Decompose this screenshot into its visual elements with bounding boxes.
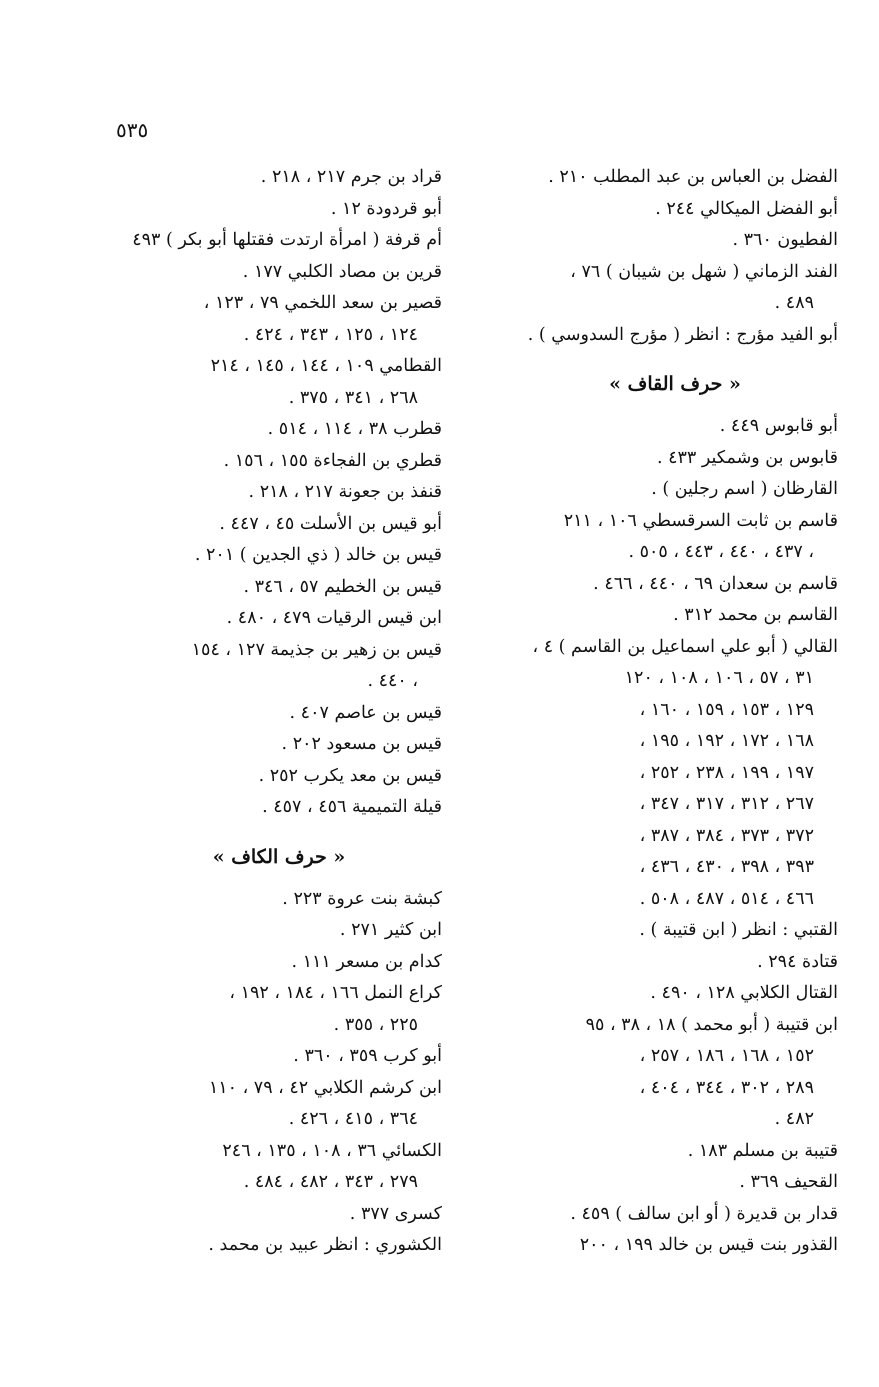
index-entry: أبو قابوس ٤٤٩ . — [719, 416, 838, 436]
index-entry-continuation: ١٢٤ ، ١٢٥ ، ٣٤٣ ، ٤٢٤ . — [243, 324, 418, 345]
index-entry: قرين بن مصاد الكلبي ١٧٧ . — [242, 261, 442, 282]
index-entry: ابن كرشم الكلابي ٤٢ ، ٧٩ ، ١١٠ — [208, 1077, 442, 1098]
index-entry: قيس بن عاصم ٤٠٧ . — [289, 702, 442, 723]
index-entry: كراع النمل ١٦٦ ، ١٨٤ ، ١٩٢ ، — [229, 983, 442, 1003]
index-entry-continuation: ٢٦٨ ، ٣٤١ ، ٣٧٥ . — [288, 387, 418, 408]
index-entry: القتال الكلابي ١٢٨ ، ٤٩٠ . — [650, 983, 838, 1003]
index-column-right — [512, 162, 838, 1262]
index-entry: القالي ( أبو علي اسماعيل بن القاسم ) ٤ ، — [532, 636, 838, 657]
index-entry: ابن كثير ٢٧١ . — [339, 920, 442, 940]
index-entry-continuation: ٣٧٢ ، ٣٧٣ ، ٣٨٤ ، ٣٨٧ ، — [639, 825, 814, 846]
index-entry: قصير بن سعد اللخمي ٧٩ ، ١٢٣ ، — [203, 293, 442, 313]
index-entry: قيس بن الخطيم ٥٧ ، ٣٤٦ . — [243, 576, 442, 597]
index-entry: قيس بن زهير بن جذيمة ١٢٧ ، ١٥٤ — [191, 639, 442, 660]
index-entry: القاسم بن محمد ٣١٢ . — [673, 605, 838, 625]
index-entry-continuation: ٢٦٧ ، ٣١٢ ، ٣١٧ ، ٣٤٧ ، — [639, 794, 814, 814]
index-entry: الفضل بن العباس بن عبد المطلب ٢١٠ . — [548, 167, 838, 187]
index-entry: قيلة التميمية ٤٥٦ ، ٤٥٧ . — [262, 797, 442, 817]
index-entry: أبو كرب ٣٥٩ ، ٣٦٠ . — [293, 1046, 442, 1066]
index-entry-continuation: ٤٨٩ . — [774, 293, 814, 313]
index-entry: قاسم بن سعدان ٦٩ ، ٤٤٠ ، ٤٦٦ . — [593, 573, 838, 594]
index-entry: أبو قردودة ١٢ . — [330, 198, 442, 219]
index-entry: ابن قيس الرقيات ٤٧٩ ، ٤٨٠ . — [226, 608, 442, 628]
index-entry: كدام بن مسعر ١١١ . — [291, 951, 442, 972]
index-entry: قدار بن قديرة ( أو ابن سالف ) ٤٥٩ . — [570, 1203, 838, 1224]
index-entry: القطامي ١٠٩ ، ١٤٤ ، ١٤٥ ، ٢١٤ — [210, 356, 442, 376]
index-entry: الفطيون ٣٦٠ . — [732, 230, 838, 250]
index-entry-continuation: ، ٤٣٧ ، ٤٤٠ ، ٤٤٣ ، ٥٠٥ . — [628, 542, 814, 562]
index-entry-continuation: ٣٦٤ ، ٤١٥ ، ٤٢٦ . — [288, 1109, 418, 1129]
index-entry: قيس بن خالد ( ذي الجدين ) ٢٠١ . — [194, 545, 442, 565]
index-entry: أبو قيس بن الأسلت ٤٥ ، ٤٤٧ . — [219, 513, 442, 534]
index-entry: القحيف ٣٦٩ . — [739, 1172, 838, 1192]
index-entry-continuation: ٢٨٩ ، ٣٠٢ ، ٣٤٤ ، ٤٠٤ ، — [639, 1077, 814, 1098]
index-entry: أبو الفيد مؤرج : انظر ( مؤرج السدوسي ) . — [527, 324, 838, 345]
index-entry-continuation: ١٦٨ ، ١٧٢ ، ١٩٢ ، ١٩٥ ، — [639, 731, 814, 751]
index-entry: القذور بنت قيس بن خالد ١٩٩ ، ٢٠٠ — [579, 1235, 838, 1255]
index-entry-continuation: ٢٧٩ ، ٣٤٣ ، ٤٨٢ ، ٤٨٤ . — [243, 1172, 418, 1192]
index-column-left — [116, 162, 442, 1262]
index-entry: قنفذ بن جعونة ٢١٧ ، ٢١٨ . — [248, 482, 442, 502]
section-heading: « حرف الكاف » — [212, 845, 346, 868]
index-entry-continuation: ، ٤٤٠ . — [367, 671, 418, 691]
index-entry: كبشة بنت عروة ٢٢٣ . — [282, 888, 442, 909]
index-entry: قتيبة بن مسلم ١٨٣ . — [687, 1140, 838, 1161]
index-entry: أبو الفضل الميكالي ٢٤٤ . — [655, 198, 838, 219]
index-entry-continuation: ١٢٩ ، ١٥٣ ، ١٥٩ ، ١٦٠ ، — [639, 699, 814, 720]
index-entry-continuation: ٣١ ، ٥٧ ، ١٠٦ ، ١٠٨ ، ١٢٠ — [624, 668, 814, 688]
index-entry: ابن قتيبة ( أبو محمد ) ١٨ ، ٣٨ ، ٩٥ — [585, 1014, 838, 1035]
index-entry: قطرب ٣٨ ، ١١٤ ، ٥١٤ . — [267, 419, 442, 439]
index-entry-continuation: ٣٩٣ ، ٣٩٨ ، ٤٣٠ ، ٤٣٦ ، — [639, 857, 814, 877]
index-entry: قيس بن مسعود ٢٠٢ . — [281, 734, 442, 754]
index-entry: قابوس بن وشمكير ٤٣٣ . — [656, 447, 838, 468]
index-entry: كسرى ٣٧٧ . — [349, 1203, 442, 1224]
index-entry: الكشوري : انظر عبيد بن محمد . — [208, 1235, 442, 1255]
index-entry: القتبي : انظر ( ابن قتيبة ) . — [639, 920, 838, 940]
index-entry: الفند الزماني ( شهل بن شيبان ) ٧٦ ، — [570, 261, 838, 282]
index-entry-continuation: ٤٦٦ ، ٥١٤ ، ٤٨٧ ، ٥٠٨ . — [639, 888, 814, 909]
index-entry-continuation: ٢٢٥ ، ٣٥٥ . — [333, 1014, 418, 1035]
index-entry: قيس بن معد يكرب ٢٥٢ . — [258, 765, 442, 786]
index-entry-continuation: ١٩٧ ، ١٩٩ ، ٢٣٨ ، ٢٥٢ ، — [639, 762, 814, 783]
index-entry: القارظان ( اسم رجلين ) . — [651, 479, 838, 499]
page-number: ٥٣٥ — [116, 118, 149, 142]
section-heading: « حرف القاف » — [609, 373, 741, 395]
index-entry: قطري بن الفجاءة ١٥٥ ، ١٥٦ . — [223, 450, 442, 471]
index-entry: أم قرفة ( امرأة ارتدت فقتلها أبو بكر ) ٤٩٣ — [132, 230, 442, 250]
index-entry-continuation: ٤٨٢ . — [774, 1109, 814, 1129]
index-entry: قراد بن جرم ٢١٧ ، ٢١٨ . — [260, 167, 442, 187]
index-entry: الكسائي ٣٦ ، ١٠٨ ، ١٣٥ ، ٢٤٦ — [222, 1140, 442, 1161]
index-entry: قتادة ٢٩٤ . — [757, 951, 838, 972]
index-entry-continuation: ١٥٢ ، ١٦٨ ، ١٨٦ ، ٢٥٧ ، — [639, 1046, 814, 1066]
index-entry: قاسم بن ثابت السرقسطي ١٠٦ ، ٢١١ — [563, 510, 838, 531]
